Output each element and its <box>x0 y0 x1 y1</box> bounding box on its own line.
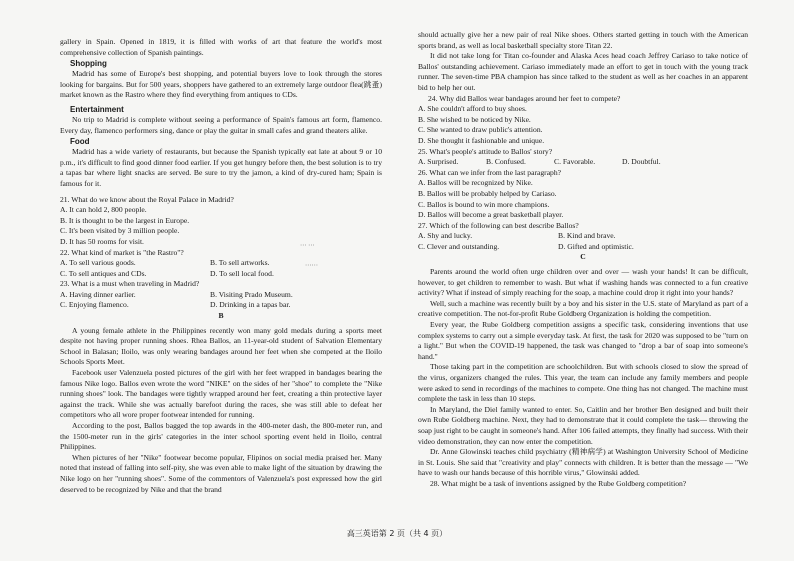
page-footer: 高三英语第 2 页（共 4 页） <box>346 529 448 538</box>
bleed-through-mark: ⋯ ⋯ <box>300 242 315 249</box>
q23-options-2 <box>60 300 382 311</box>
question-28: 28. What might be a task of inventions assigned by the Rube Goldberg competition? <box>430 478 687 488</box>
q24-option-a: A. She couldn't afford to buy shoes. <box>418 104 527 114</box>
b-paragraph-4: When pictures of her "Nike" footwear become popular, Flipinos on social media praised her. Many noted that instead of falling into self-pity, she was even able to make light of the situation by drawing the Nike logo on her "running shoes". Some of the commentors of Valenzuela's post expressed how the girl deserved to be recognized by Nike and that the brand <box>60 452 382 494</box>
section-c-heading: C <box>580 252 586 262</box>
question-23: 23. What is a must when traveling in Madrid? <box>60 279 200 289</box>
shopping-paragraph: Madrid has some of Europe's best shopping, and potential buyers love to look through the stores looking for bargains. But for 500 years, shoppers have gathered to an extremely large outdoor flea(跳蚤) market known as the Rastro where they find everything from antiques to CDs. <box>60 69 382 100</box>
c-paragraph-4: Those taking part in the competition are schoolchildren. But with schools closed to slow the spread of the virus, organizers changed the rules. This year, the team can include any family members and people were asked to send in recordings of the machines to compete. One thing has not changed. The machine must complete the task in less than 10 steps. <box>418 362 748 404</box>
q25-option-a: A. Surprised. <box>418 157 459 167</box>
shopping-heading: Shopping <box>70 59 107 69</box>
q27-option-b: B. Kind and brave. <box>558 231 616 241</box>
q22-options <box>60 258 382 269</box>
q27-option-d: D. Gifted and optimistic. <box>558 241 634 251</box>
q22-option-d: D. To sell local food. <box>210 268 274 278</box>
c-paragraph-5: In Maryland, the Diel family wanted to enter. So, Caitlin and her brother Ben designed and built their own Rube Goldberg machine. Next, they had to demonstrate that it could complete the task— throwing the soap just right to be caught in someone's hand. After 106 failed attempts, they finally had success. With their video demonstration, they can now enter the competition. <box>418 404 748 446</box>
question-24: 24. Why did Ballos wear bandages around her feet to compete? <box>428 93 621 103</box>
q22-option-c: C. To sell antiques and CDs. <box>60 268 147 278</box>
c-paragraph-6: Dr. Anne Glowinski teaches child psychiatry (精神病学) at Washington University School of Medicine in St. Louis. She said that "creativity and play" connects with children. It is better than the message — "We have to wash our hands because of this horrible virus," Glowinski added. <box>418 447 748 478</box>
intro-paragraph: gallery in Spain. Opened in 1819, it is filled with works of art that feature the world's most comprehensive collection of Spanish paintings. <box>60 37 382 57</box>
q22-option-a: A. To sell various goods. <box>60 258 136 268</box>
q24-option-d: D. She thought it fashionable and unique. <box>418 135 545 145</box>
q21-option-a: A. It can hold 2, 800 people. <box>60 205 147 215</box>
q25-option-b: B. Confused. <box>486 157 526 167</box>
q23-option-a: A. Having dinner earlier. <box>60 289 136 299</box>
q21-option-b: B. It is thought to be the largest in Europe. <box>60 215 190 225</box>
c-paragraph-3: Every year, the Rube Goldberg competition assigns a specific task, considering inventions that use complex systems to carry out a simple everyday task. At first, the task for 2020 was supposed to be "turn on a light." But when the COVID-19 happened, the task was changed to "drop a bar of soap into someone's hand." <box>418 320 748 361</box>
q22-option-b: B. To sell artworks. <box>210 258 270 268</box>
q26-option-b: B. Ballos will be probably helped by Cariaso. <box>418 188 557 198</box>
q24-option-c: C. She wanted to draw public's attention. <box>418 125 543 135</box>
r-paragraph-1: should actually give her a new pair of real Nike shoes. Others started getting in touch with the American sports brand, as well as local basketball specialty store Titan 22. <box>418 30 748 50</box>
r-paragraph-2: It did not take long for Titan co-founder and Alaska Aces head coach Jeffrey Cariaso to take notice of Ballos' outstanding achievement. Cariaso immediately made an effort to get in touch with the young track runner. The seven-time PBA champion has since talked to the student as well as her coaches in an apparent bid to help her out. <box>418 51 748 92</box>
q23-option-d: D. Drinking in a tapas bar. <box>210 300 291 310</box>
question-21: 21. What do we know about the Royal Palace in Madrid? <box>60 194 234 204</box>
q21-option-c: C. It's been visited by 3 million people. <box>60 226 180 236</box>
food-paragraph: Madrid has a wide variety of restaurants, but because the Spanish typically eat late at about 9 or 10 p.m., it's difficult to find good dinner food earlier. If you get hungry before then, the best solution is to try a tapas bar where light snacks are served. Be sure to try the jamon, a kind of dry-cured ham; Spain is famous for it. <box>60 147 382 188</box>
question-25: 25. What's people's attitude to Ballos' story? <box>418 146 553 156</box>
question-26: 26. What can we infer from the last paragraph? <box>418 167 562 177</box>
entertainment-paragraph: No trip to Madrid is complete without seeing a performance of Spain's famous art form, flamenco. Every day, flamenco performers sing, dance or play the guitar in small cafes and grand theaters alike. <box>60 114 382 135</box>
q25-option-c: C. Favorable. <box>554 157 596 167</box>
q26-option-a: A. Ballos will be recognized by Nike. <box>418 178 533 188</box>
q25-option-d: D. Doubtful. <box>622 157 661 167</box>
q27-options-2 <box>418 242 748 253</box>
food-heading: Food <box>70 137 90 147</box>
bleed-through-mark-2: ⋯⋯ <box>305 262 318 269</box>
q25-options <box>418 157 748 168</box>
question-27: 27. Which of the following can best describe Ballos? <box>418 220 579 230</box>
q21-option-d: D. It has 50 rooms for visit. <box>60 236 144 246</box>
right-column <box>418 30 748 490</box>
q24-option-b: B. She wished to be noticed by Nike. <box>418 114 531 124</box>
q22-options-2 <box>60 269 382 280</box>
question-22: 22. What kind of market is "the Rastro"? <box>60 247 184 257</box>
b-paragraph-2: Facebook user Valenzuela posted pictures of the girl with her feet wrapped in bandages bearing the famous Nike logo. Ballos even wrote the word "NIKE" on the sides of her "shoe" to complete the "Nike running shoes" look. The bandages were tightly wrapped around her feet, creating a thin protective layer against the track. While she was actually barefoot during the races, she was still able to defeat her competitors who all wore proper footwear intended for running. <box>60 368 382 420</box>
entertainment-heading: Entertainment <box>70 104 124 114</box>
left-column <box>60 37 382 495</box>
q27-option-c: C. Clever and outstanding. <box>418 241 500 251</box>
q27-options <box>418 231 748 242</box>
q27-option-a: A. Shy and lucky. <box>418 231 473 241</box>
b-paragraph-1: A young female athlete in the Philippines recently won many gold medals during a sports meet despite not having proper running shoes. Rhea Ballos, an 11-year-old student of Salvation Elementary School in Balasan; Iloilo, was only wearing bandages around her feet when she competed at the Iloilo Schools Sports Meet. <box>60 325 382 367</box>
b-paragraph-3: According to the post, Ballos bagged the top awards in the 400-meter dash, the 800-meter run, and the 1500-meter run in the girls' categories in the inter school sporting event held in Iloilo, central Philippines. <box>60 421 382 452</box>
q26-option-d: D. Ballos will become a great basketball player. <box>418 210 564 220</box>
q26-option-c: C. Ballos is bound to win more champions. <box>418 199 550 209</box>
q23-options <box>60 290 382 301</box>
section-b-heading: B <box>218 311 224 321</box>
c-paragraph-2: Well, such a machine was recently built by a boy and his sister in the U.S. state of Maryland as part of a creative competition. The not-for-profit Rube Goldberg Organization is holding the competition. <box>418 298 748 319</box>
q23-option-b: B. Visiting Prado Museum. <box>210 289 293 299</box>
c-paragraph-1: Parents around the world often urge children over and over — wash your hands! It can be difficult, however, to get children to remember to wash. But what if washing hands was connected to a fun creative activity? What if instead of simply reaching for the soap, a machine could drop it right into your hands? <box>418 267 748 298</box>
q23-option-c: C. Enjoying flamenco. <box>60 300 129 310</box>
